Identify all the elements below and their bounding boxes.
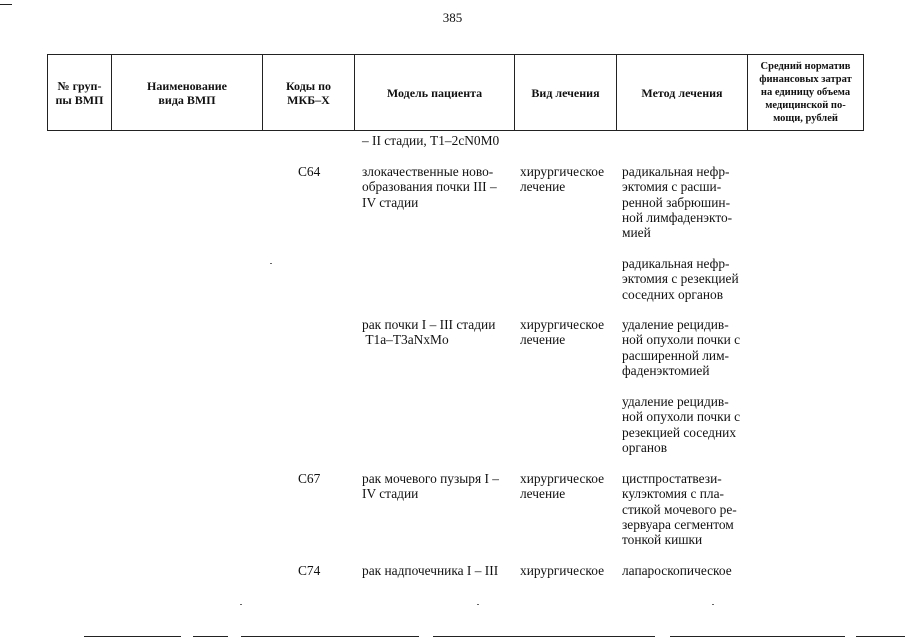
row-2-method: радикальная нефр- эктомия с резекцией соседних органов: [622, 256, 739, 302]
row-0-model: – II стадии, T1–2cN0M0: [362, 133, 500, 148]
header-method: Метод лечения: [617, 55, 748, 131]
row-3-type: хирургическое лечение: [520, 317, 605, 348]
page-number: 385: [442, 10, 463, 25]
scan-rule: [0, 4, 12, 5]
row-6-code: C74: [298, 563, 321, 578]
scan-speck: [240, 604, 242, 605]
header-row: [48, 55, 864, 131]
scan-rule: [433, 636, 655, 637]
scan-speck: [270, 263, 272, 264]
header-name: Наименование вида ВМП: [112, 55, 263, 131]
row-6-model: рак надпочечника I – III: [362, 563, 499, 578]
table-header: [47, 54, 864, 131]
row-5-code: C67: [298, 471, 321, 486]
scan-rule: [856, 636, 905, 637]
header-treatment-type: Вид лечения: [515, 55, 617, 131]
row-4-method: удаление рецидив- ной опухоли почки с резекцией соседних органов: [622, 394, 741, 455]
scan-rule: [670, 636, 845, 637]
row-5-type: хирургическое лечение: [520, 471, 605, 502]
scan-speck: [712, 604, 714, 605]
row-6-method: лапароскопическое: [622, 563, 732, 578]
row-3-model: рак почки I – III стадии T1a–T3aNxMo: [362, 317, 496, 348]
header-cost: Средний норматив финансовых затрат на единицу объема медицинской по- мощи, рублей: [748, 55, 864, 131]
row-5-model: рак мочевого пузыря I – IV стадии: [362, 471, 499, 502]
scan-rule: [241, 636, 419, 637]
row-1-method: радикальная нефр- эктомия с расши- ренной забрюшин- ной лимфаденэкто- мией: [622, 164, 733, 241]
scan-speck: [477, 604, 479, 605]
scan-rule: [193, 636, 228, 637]
row-1-type: хирургическое лечение: [520, 164, 605, 195]
row-6-type: хирургическое: [520, 563, 605, 578]
row-1-code: C64: [298, 164, 321, 179]
row-3-method: удаление рецидив- ной опухоли почки с расширенной лим- фаденэктомией: [622, 317, 741, 378]
header-model: Модель пациента: [355, 55, 515, 131]
scan-rule: [84, 636, 181, 637]
row-5-method: цистпростатвези- кулэктомия с пла- стикой мочевого ре- зервуара сегментом тонкой кишки: [622, 471, 737, 548]
row-1-model: злокачественные ново- образования почки III – IV стадии: [362, 164, 497, 210]
header-group: № груп- пы ВМП: [48, 55, 112, 131]
header-codes: Коды по МКБ–Х: [263, 55, 355, 131]
